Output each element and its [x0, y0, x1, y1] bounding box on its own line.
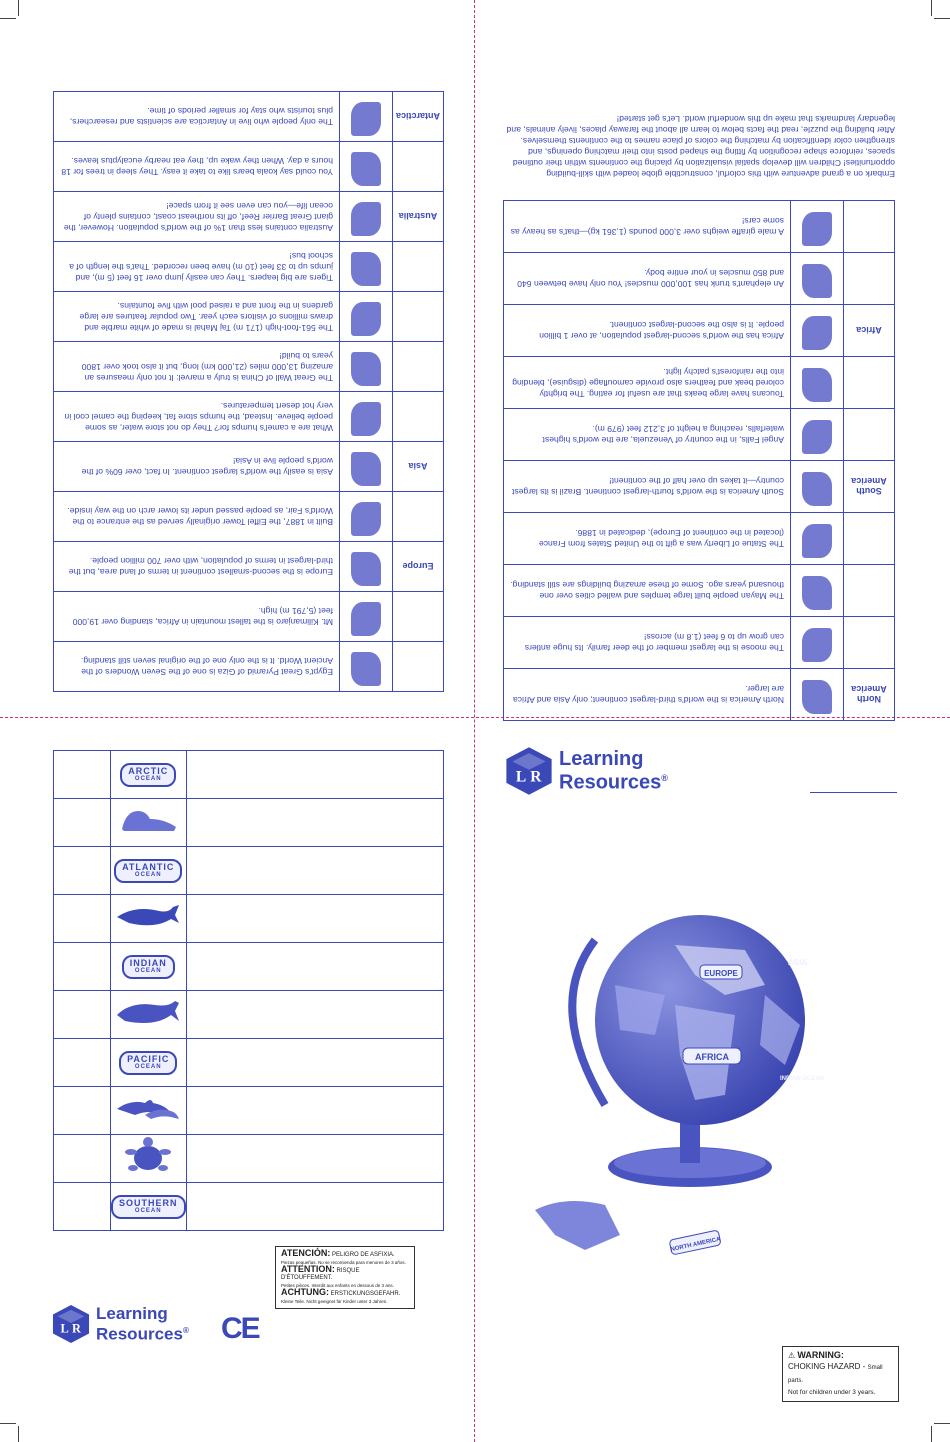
ocean-row	[54, 1135, 444, 1183]
globe-label-indian-ocean: INDIAN OCEAN	[780, 1076, 825, 1082]
ocean-text-cell	[186, 799, 443, 847]
ocean-blank-cell	[54, 751, 111, 799]
puzzle-piece-cell	[791, 305, 844, 357]
brand-line2: Resources	[559, 771, 662, 794]
ocean-blank-cell	[54, 991, 111, 1039]
warning-de-text: ERSTICKUNGSGEFAHR.	[330, 1291, 401, 1297]
title-rule	[810, 792, 897, 793]
ocean-banner-sub: OCEAN	[134, 967, 162, 974]
crop-mark	[0, 1423, 16, 1424]
ocean-icon-cell	[111, 751, 187, 799]
region-cell	[844, 253, 895, 305]
ocean-icon-cell	[111, 991, 187, 1039]
ocean-text-cell	[186, 1183, 443, 1231]
ocean-banner-icon	[120, 763, 176, 787]
globe-label-africa: AFRICA	[695, 1052, 729, 1062]
region-cell	[393, 392, 444, 442]
ocean-row	[54, 751, 444, 799]
puzzle-piece-icon	[351, 302, 381, 336]
brand-line2: Resources	[96, 1324, 183, 1344]
puzzle-piece-icon	[802, 524, 832, 558]
ocean-text-cell	[186, 943, 443, 991]
brand-line1: Learning	[96, 1304, 168, 1324]
puzzle-piece-icon	[351, 202, 381, 236]
whale-icon	[115, 916, 181, 933]
region-cell	[844, 357, 895, 409]
warning-fr-text: RISQUE D'ÉTOUFFEMENT.	[281, 1268, 360, 1281]
region-cell	[844, 565, 895, 617]
ocean-row	[54, 1087, 444, 1135]
ocean-blank-cell	[54, 1087, 111, 1135]
region-cell: South America	[844, 461, 895, 513]
crop-mark	[931, 0, 932, 16]
puzzle-piece-icon	[802, 628, 832, 662]
fact-text: Toucans have large beaks that are useful for eating. The brightly colored beak and feathers also provide camouflage (disguise), blending into the rainforest's patchy light.	[504, 357, 791, 409]
fact-text: The moose is the largest member of the deer family. Its huge antlers can grow up to 6 feet (1.8 m) across!	[504, 617, 791, 669]
ocean-blank-cell	[54, 799, 111, 847]
puzzle-piece-icon	[802, 420, 832, 454]
region-cell	[393, 492, 444, 542]
crop-mark	[18, 1426, 19, 1442]
fact-text: The 561-foot-high (171 m) Taj Mahal is made of white marble and draws millions of visitors each year. Two popular features are large gardens in the front and a raised pool with five fountains.	[54, 292, 340, 342]
fact-row	[54, 292, 444, 342]
puzzle-piece-cell	[340, 442, 393, 492]
fact-row	[54, 242, 444, 292]
left-facts-table	[53, 91, 444, 692]
ocean-text-cell	[186, 751, 443, 799]
warning-triangle-icon: ⚠	[788, 1351, 796, 1360]
warning-es-sub: Piezas pequeñas. No se recomienda para menores de 3 años.	[281, 1260, 406, 1265]
crop-mark	[931, 1426, 932, 1442]
ocean-banner-icon	[119, 1051, 177, 1075]
ocean-banner-label: ARCTIC	[128, 765, 169, 776]
ocean-text-cell	[186, 1039, 443, 1087]
fact-text: North America is the world's third-largest continent; only Asia and Africa are larger.	[504, 669, 791, 721]
ocean-icon-cell	[111, 1087, 187, 1135]
fact-row	[504, 461, 895, 513]
puzzle-piece-icon	[351, 252, 381, 286]
ocean-icon-cell	[111, 895, 187, 943]
ocean-text-cell	[186, 1135, 443, 1183]
fact-row	[504, 357, 895, 409]
puzzle-piece-icon	[802, 576, 832, 610]
warning-fr-head: ATTENTION:	[281, 1264, 335, 1274]
ocean-blank-cell	[54, 895, 111, 943]
puzzle-piece-icon	[351, 552, 381, 586]
fact-text: An elephant's trunk has 100,000 muscles! You only have between 640 and 850 muscles in your entire body.	[504, 253, 791, 305]
ocean-icon-cell	[111, 1039, 187, 1087]
region-cell	[844, 617, 895, 669]
fact-text: Built in 1887, the Eiffel Tower originally served as the entrance to the World's Fair, as people passed under its lower arch on the way inside.	[54, 492, 340, 542]
ocean-banner-label: INDIAN	[129, 957, 167, 968]
fact-text: Africa has the world's second-largest population, at over 1 billion people. It is also the second-largest continent.	[504, 305, 791, 357]
ocean-blank-cell	[54, 1039, 111, 1087]
puzzle-piece-cell	[791, 409, 844, 461]
puzzle-piece-cell	[340, 342, 393, 392]
puzzle-piece-icon	[351, 602, 381, 636]
fact-row	[54, 592, 444, 642]
ocean-banner-label: SOUTHERN	[119, 1197, 178, 1208]
puzzle-piece-cell	[340, 642, 393, 692]
turtle-icon	[123, 1163, 173, 1180]
puzzle-piece-icon	[802, 368, 832, 402]
ocean-banner-label: ATLANTIC	[122, 861, 175, 872]
fact-text: Asia is easily the world's largest continent. In fact, over 60% of the world's people live in Asia!	[54, 442, 340, 492]
fact-row	[54, 92, 444, 142]
fact-row	[504, 617, 895, 669]
ocean-banner-label: PACIFIC	[127, 1053, 170, 1064]
puzzle-piece-icon	[351, 452, 381, 486]
fact-text: The Mayan people built large temples and walled cities over one thousand years ago. Some of these amazing buildings are still standing.	[504, 565, 791, 617]
ocean-row	[54, 1183, 444, 1231]
globe-label-north-america: NORTH AMERICA	[670, 1236, 722, 1254]
puzzle-piece-icon	[351, 502, 381, 536]
puzzle-piece-cell	[791, 461, 844, 513]
region-cell	[393, 342, 444, 392]
fact-row	[54, 542, 444, 592]
warning-de-head: ACHTUNG:	[281, 1287, 329, 1297]
puzzle-piece-cell	[340, 542, 393, 592]
puzzle-piece-icon	[802, 680, 832, 714]
ocean-banner-icon	[122, 955, 175, 979]
region-cell: Africa	[844, 305, 895, 357]
crop-mark	[0, 18, 16, 19]
ocean-banner-sub: OCEAN	[134, 1207, 162, 1214]
puzzle-piece-icon	[802, 316, 832, 350]
fact-row	[504, 669, 895, 721]
blue-whale-icon	[115, 1014, 181, 1031]
puzzle-piece-icon	[802, 212, 832, 246]
lr-cube-icon	[52, 1304, 90, 1344]
fact-text: A male giraffe weighs over 3,000 pounds (1,361 kg)—that's as heavy as some cars!	[504, 201, 791, 253]
fact-row	[54, 342, 444, 392]
puzzle-piece-icon	[351, 652, 381, 686]
fact-text: Mt. Kilimanjaro is the tallest mountain in Africa, standing over 19,000 feet (5,791 m) high.	[54, 592, 340, 642]
puzzle-piece-cell	[340, 492, 393, 542]
region-cell: Australia	[393, 192, 444, 242]
puzzle-piece-icon	[351, 402, 381, 436]
brand-logo-bottom	[52, 1304, 189, 1344]
puzzle-piece-cell	[791, 617, 844, 669]
ocean-banner-icon	[111, 1195, 186, 1219]
fact-row	[504, 409, 895, 461]
fact-text: The Great Wall of China is truly a marvel: It not only measures an amazing 13,000 miles (21,000 km) long, but it also took over 1800 years to build!	[54, 342, 340, 392]
cut-line-vertical	[474, 0, 475, 1442]
oceans-table	[53, 750, 444, 1231]
fact-text: You could say koala bears like to take it easy. They sleep in trees for 18 hours a day. When they wake up, they eat nearby eucalyptus leaves.	[54, 142, 340, 192]
fact-text: Tigers are big leapers. They can easily jump over 16 feet (5 m), and jumps up to 33 feet (10 m) have been recorded. That's the length of a school bus!	[54, 242, 340, 292]
puzzle-piece-cell	[791, 565, 844, 617]
puzzle-piece-cell	[340, 242, 393, 292]
ocean-row	[54, 895, 444, 943]
walrus-icon	[116, 822, 180, 839]
puzzle-piece-icon	[802, 472, 832, 506]
svg-text:R: R	[530, 768, 542, 786]
ocean-icon-cell	[111, 847, 187, 895]
svg-text:L: L	[515, 768, 527, 786]
region-cell	[393, 242, 444, 292]
puzzle-piece-cell	[340, 392, 393, 442]
fact-row	[504, 513, 895, 565]
puzzle-piece-cell	[791, 253, 844, 305]
lr-cube-icon	[505, 746, 553, 796]
ocean-text-cell	[186, 1087, 443, 1135]
ocean-text-cell	[186, 991, 443, 1039]
warning-title: WARNING:	[797, 1350, 844, 1360]
fact-row	[504, 253, 895, 305]
fact-text: Australia contains less than 1% of the world's population. However, the giant Great Barrier Reef, off its northeast coast, contains plenty of ocean life—you can even see it from space!	[54, 192, 340, 242]
puzzle-piece-cell	[340, 192, 393, 242]
ocean-banner-sub: OCEAN	[134, 775, 162, 782]
region-cell: Antarctica	[393, 92, 444, 142]
ocean-banner-sub: OCEAN	[134, 871, 162, 878]
globe-label-asia: ASIA	[788, 958, 808, 967]
crop-mark	[934, 1423, 950, 1424]
ocean-icon-cell	[111, 1183, 187, 1231]
puzzle-piece-icon	[351, 102, 381, 136]
puzzle-piece-icon	[351, 352, 381, 386]
puzzle-piece-cell	[340, 292, 393, 342]
region-cell	[844, 513, 895, 565]
ocean-row	[54, 1039, 444, 1087]
region-cell	[393, 292, 444, 342]
region-cell: North America	[844, 669, 895, 721]
ocean-blank-cell	[54, 1135, 111, 1183]
ce-mark: CE	[221, 1312, 259, 1345]
fact-text: South America is the world's fourth-largest continent. Brazil is its largest country—it takes up over half of the continent!	[504, 461, 791, 513]
region-cell: Asia	[393, 442, 444, 492]
brand-line1: Learning	[559, 747, 644, 770]
svg-text:L: L	[60, 1321, 69, 1336]
puzzle-piece-icon	[351, 152, 381, 186]
ocean-banner-sub: OCEAN	[134, 1063, 162, 1070]
region-cell	[393, 642, 444, 692]
globe-label-europe: EUROPE	[704, 969, 738, 978]
ocean-blank-cell	[54, 1183, 111, 1231]
right-facts-table	[503, 200, 895, 721]
dolphin-icon	[115, 1110, 181, 1127]
brand-wordmark	[559, 747, 668, 794]
crop-mark	[934, 18, 950, 19]
ocean-icon-cell	[111, 943, 187, 991]
puzzle-piece-icon	[802, 264, 832, 298]
right-facts-panel	[503, 74, 895, 721]
ocean-blank-cell	[54, 847, 111, 895]
choking-hazard-warning	[782, 1346, 899, 1402]
puzzle-piece-cell	[340, 142, 393, 192]
ocean-row	[54, 799, 444, 847]
warning-line2: Not for children under 3 years.	[788, 1389, 876, 1396]
fact-row	[54, 642, 444, 692]
warning-fr-sub: Petites pièces. Interdit aux enfants en dessous de 3 ans.	[281, 1283, 394, 1288]
ocean-icon-cell	[111, 1135, 187, 1183]
warning-de-sub: Kleine Teile. Nicht geeignet für Kinder unter 3 Jahren.	[281, 1299, 388, 1304]
fact-row	[504, 201, 895, 253]
brand-reg: ®	[661, 772, 668, 783]
region-cell	[844, 201, 895, 253]
fact-row	[54, 142, 444, 192]
fact-text: Angel Falls, in the country of Venezuela, are the world's highest waterfalls, reaching a height of 3,212 feet (979 m).	[504, 409, 791, 461]
fact-text: The Statue of Liberty was a gift to the United States from France (located in the continent of Europe), dedicated in 1886.	[504, 513, 791, 565]
fact-row	[504, 305, 895, 357]
puzzle-piece-cell	[791, 357, 844, 409]
puzzle-piece-cell	[791, 669, 844, 721]
region-cell: Europe	[393, 542, 444, 592]
puzzle-piece-cell	[791, 201, 844, 253]
ocean-row	[54, 991, 444, 1039]
ocean-blank-cell	[54, 943, 111, 991]
fact-text: Europe is the second-smallest continent in terms of land area, but the third-largest in terms of population, with over 700 million people.	[54, 542, 340, 592]
puzzle-piece-cell	[340, 592, 393, 642]
fact-text: The only people who live in Antarctica are scientists and researchers, plus tourists who stay for smaller periods of time.	[54, 92, 340, 142]
region-cell	[393, 592, 444, 642]
fact-text: What are a camel's humps for? They do not store water, as some people believe. Instead, the humps store fat, keeping the camel cool in very hot desert temperatures.	[54, 392, 340, 442]
ocean-banner-icon	[114, 859, 182, 883]
crop-mark	[18, 0, 19, 16]
region-cell	[844, 409, 895, 461]
fact-row	[54, 192, 444, 242]
brand-reg: ®	[182, 1326, 189, 1336]
fact-row	[54, 392, 444, 442]
globe-illustration	[525, 905, 825, 1265]
ocean-text-cell	[186, 895, 443, 943]
warning-es-text: PELIGRO DE ASFIXIA.	[332, 1252, 395, 1258]
brand-logo-top	[505, 746, 668, 796]
brand-wordmark	[96, 1305, 189, 1343]
ocean-text-cell	[186, 847, 443, 895]
fact-row	[54, 492, 444, 542]
puzzle-piece-cell	[340, 92, 393, 142]
fact-row	[504, 565, 895, 617]
puzzle-piece-cell	[791, 513, 844, 565]
intro-text: Embark on a grand adventure with this colorful, constructible globe loaded with skill-building opportunities! Children will develop spatial visualization by placing the continents within their outlined spaces, reinforce shape recognition by fitting the shaped posts into their matching openings, and strengthen color identification by matching the colors of place names to the continents themselves. After building the puzzle, read the facts below to learn all about the faraway places, lively animals, and legendary landmarks that make up this wonderful world. Let's get started!	[506, 114, 895, 179]
multilingual-warning	[275, 1246, 415, 1309]
region-cell	[393, 142, 444, 192]
svg-text:R: R	[71, 1321, 81, 1336]
fact-text: Egypt's Great Pyramid of Giza is one of the Seven Wonders of the Ancient World. It is the only one of the original seven still standing.	[54, 642, 340, 692]
warning-line1b: Small parts.	[788, 1365, 883, 1384]
ocean-icon-cell	[111, 799, 187, 847]
fact-row	[54, 442, 444, 492]
ocean-row	[54, 847, 444, 895]
warning-line1: CHOKING HAZARD -	[788, 1362, 866, 1371]
ocean-row	[54, 943, 444, 991]
warning-es-head: ATENCIÓN:	[281, 1248, 331, 1258]
left-facts-panel	[53, 74, 444, 692]
